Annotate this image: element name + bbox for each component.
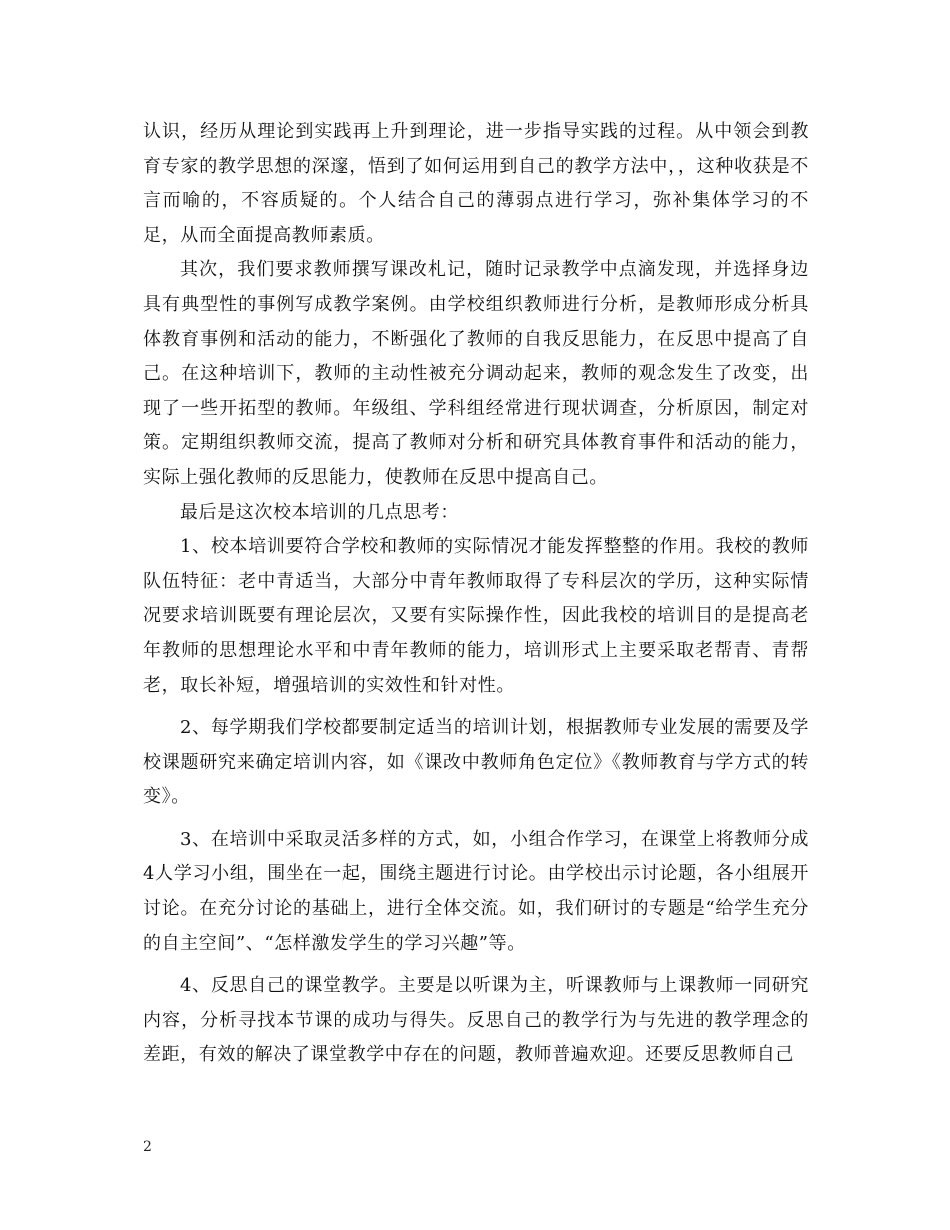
- paragraph-point-4: 4、反思自己的课堂教学。主要是以听课为主，听课教师与上课教师一同研究内容，分析寻找本节课的成功与得失。反思自己的教学行为与先进的教学理念的差距，有效的解决了课堂教学中存在的问题，教师普遍欢迎。还要反思教师自己: [143, 975, 809, 1066]
- paragraph-continuation: 认识，经历从理论到实践再上升到理论，进一步指导实践的过程。从中领会到教育专家的教学思想的深邃，悟到了如何运用到自己的教学方法中，，这种收获是不言而喻的，不容质疑的。个人结合自己的薄弱点进行学习，弥补集体学习的不足，从而全面提高教师素质。: [143, 121, 809, 246]
- paragraph-finally: 最后是这次校本培训的几点思考：: [180, 501, 459, 523]
- paragraph-point-2: 2、每学期我们学校都要制定适当的培训计划，根据教师专业发展的需要及学校课题研究来确定培训内容，如《课改中教师角色定位》《教师教育与学方式的转变》。: [143, 717, 809, 808]
- body-text: [143, 115, 809, 1073]
- paragraph-secondly: 其次，我们要求教师撰写课改札记，随时记录教学中点滴发现，并选择身边具有典型性的事例写成教学案例。由学校组织教师进行分析，是教师形成分析具体教育事例和活动的能力，不断强化了教师的自我反思能力，在反思中提高了自己。在这种培训下，教师的主动性被充分调动起来，教师的观念发生了改变，出现了一些开拓型的教师。年级组、学科组经常进行现状调查，分析原因，制定对策。定期组织教师交流，提高了教师对分析和研究具体教育事件和活动的能力，实际上强化教师的反思能力，使教师在反思中提高自己。: [143, 259, 809, 488]
- paragraph-point-1: 1、校本培训要符合学校和教师的实际情况才能发挥整整的作用。我校的教师队伍特征：老中青适当，大部分中青年教师取得了专科层次的学历，这种实际情况要求培训既要有理论层次，又要有实际操作性，因此我校的培训目的是提高老年教师的思想理论水平和中青年教师的能力，培训形式上主要采取老帮青、青帮老，取长补短，增强培训的实效性和针对性。: [143, 536, 809, 696]
- paragraph-point-3: 3、在培训中采取灵活多样的方式，如，小组合作学习，在课堂上将教师分成4人学习小组，围坐在一起，围绕主题进行讨论。由学校出示讨论题，各小组展开讨论。在充分讨论的基础上，进行全体交流。如，我们研讨的专题是“给学生充分的自主空间”、“怎样激发学生的学习兴趣”等。: [143, 828, 809, 954]
- page-number: 2: [143, 1139, 152, 1155]
